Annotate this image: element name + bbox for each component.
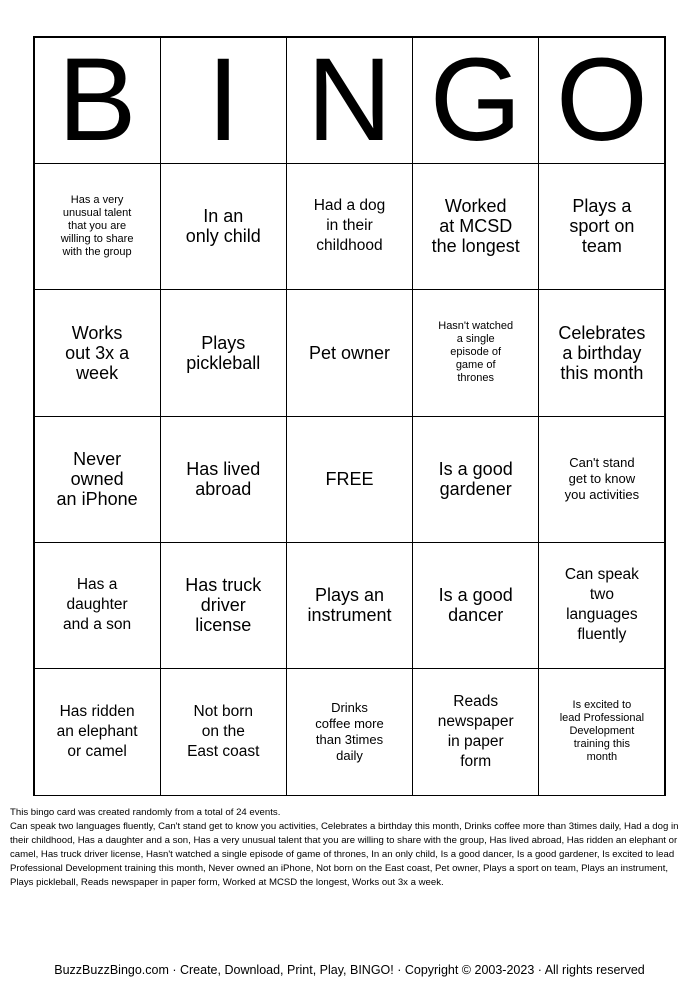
bingo-cell[interactable]: Has truck driver license (160, 542, 287, 669)
header-letter: O (538, 37, 665, 164)
bingo-cell[interactable]: Hasn't watched a single episode of game of thrones (412, 289, 539, 416)
bingo-cell[interactable]: In an only child (160, 163, 287, 290)
bingo-cell[interactable]: Works out 3x a week (34, 289, 161, 416)
bingo-cell[interactable]: Has a daughter and a son (34, 542, 161, 669)
bingo-cell[interactable]: Worked at MCSD the longest (412, 163, 539, 290)
bingo-cell[interactable]: Celebrates a birthday this month (538, 289, 665, 416)
bingo-cell[interactable]: Is excited to lead Professional Development training this month (538, 668, 665, 795)
bingo-cell[interactable]: Has ridden an elephant or camel (34, 668, 161, 795)
bingo-cell[interactable]: Not born on the East coast (160, 668, 287, 795)
footer: BuzzBuzzBingo.com · Create, Download, Print, Play, BINGO! · Copyright © 2003-2023 · All rights reserved (54, 963, 645, 977)
bingo-cell[interactable]: Is a good dancer (412, 542, 539, 669)
bingo-cell[interactable]: Plays a sport on team (538, 163, 665, 290)
free-space[interactable]: FREE (286, 416, 413, 543)
bingo-cell[interactable]: Never owned an iPhone (34, 416, 161, 543)
bingo-cell[interactable]: Plays pickleball (160, 289, 287, 416)
bingo-cell[interactable]: Can speak two languages fluently (538, 542, 665, 669)
header-letter: N (286, 37, 413, 164)
bingo-cell[interactable]: Pet owner (286, 289, 413, 416)
bingo-cell[interactable]: Has a very unusual talent that you are willing to share with the group (34, 163, 161, 290)
bingo-cell[interactable]: Drinks coffee more than 3times daily (286, 668, 413, 795)
bingo-card (33, 36, 666, 796)
header-letter: B (34, 37, 161, 164)
info-event-list: Can speak two languages fluently, Can't stand get to know you activities, Celebrates a birthday this month, Drinks coffee more than 3times daily, Had a dog in their childhood, Has a daughter and a son, Has a very unusual talent that you are willing to share with the group, Has lived abroad, Has ridden an elephant or camel, Has truck driver license, Hasn't watched a single episode of game of thrones, In an only child, Is a good dancer, Is a good gardener, Is excited to lead Professional Development training this month, Never owned an iPhone, Not born on the East coast, Pet owner, Plays a sport on team, Plays an instrument, Plays pickleball, Reads newspaper in paper form, Worked at MCSD the longest, Works out 3x a week. (10, 821, 679, 888)
info-summary: This bingo card was created randomly from a total of 24 events. (10, 807, 281, 818)
bingo-cell[interactable]: Is a good gardener (412, 416, 539, 543)
bingo-cell[interactable]: Has lived abroad (160, 416, 287, 543)
header-letter: I (160, 37, 287, 164)
bingo-cell[interactable]: Can't stand get to know you activities (538, 416, 665, 543)
bingo-cell[interactable]: Had a dog in their childhood (286, 163, 413, 290)
bingo-cell[interactable]: Reads newspaper in paper form (412, 668, 539, 795)
bingo-cell[interactable]: Plays an instrument (286, 542, 413, 669)
card-info (10, 806, 690, 890)
header-letter: G (412, 37, 539, 164)
